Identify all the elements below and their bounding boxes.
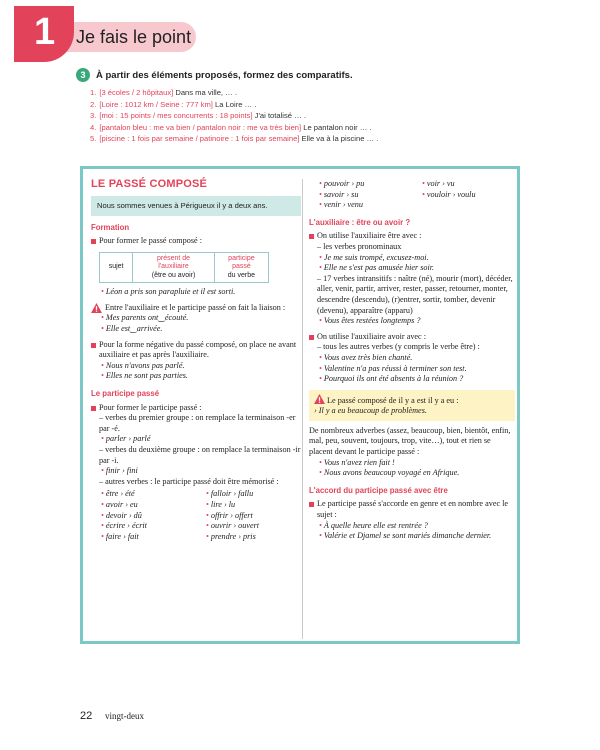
note-example: › Il y a eu beaucoup de problèmes. xyxy=(314,406,427,416)
liaison-rule: Entre l'auxiliaire et le participe passé on fait la liaison : xyxy=(91,303,301,314)
group-2-rule: – verbes du deuxième groupe : on remplace la terminaison -ir par -i. xyxy=(99,445,301,465)
example-line: • Je me suis trompé, excusez-moi. xyxy=(319,252,429,262)
exercise-heading xyxy=(76,68,556,82)
example-line: • Vous avez très bien chanté. xyxy=(319,352,413,362)
irregular-item: • avoir › eu xyxy=(101,499,138,509)
irregular-item: • être › été xyxy=(101,489,135,499)
auxiliaire-heading: L'auxiliaire : être ou avoir ? xyxy=(309,217,411,227)
left-column xyxy=(91,179,301,542)
exercise-item: 4. [pantalon bleu : me va bien / pantalon noir : me va très bien] Le pantalon noir … . xyxy=(90,122,372,132)
irregular-item: • venir › venu xyxy=(319,200,363,210)
formation-intro: Pour former le passé composé : xyxy=(91,236,301,247)
example-line: • Valérie et Djamel se sont mariés dimanche dernier. xyxy=(319,531,492,541)
example-line: • Elle est‿arrivée. xyxy=(101,324,163,334)
exercise-items xyxy=(76,87,556,145)
irregular-list-cont xyxy=(309,179,515,211)
page-footer xyxy=(80,710,144,722)
example-line: • Elles ne sont pas parties. xyxy=(101,371,188,381)
irregular-item: • faire › fait xyxy=(101,531,139,541)
grammar-title: LE PASSÉ COMPOSÉ xyxy=(91,178,208,190)
exercise-instruction: À partir des éléments proposés, formez des comparatifs. xyxy=(96,69,353,81)
irregular-item: • offrir › offert xyxy=(206,510,253,520)
table-cell-sujet: sujet xyxy=(100,252,133,283)
group-3-rule: – autres verbes : le participe passé doit être mémorisé : xyxy=(99,476,279,486)
irregular-item: • ouvrir › ouvert xyxy=(206,521,260,531)
table-cell-participe: participe passé du verbe xyxy=(214,252,268,283)
example-line: • Nous avons beaucoup voyagé en Afrique. xyxy=(319,468,460,478)
irregular-item: • vouloir › voulu xyxy=(422,189,476,199)
etre-rule: On utilise l'auxiliaire être avec : xyxy=(309,231,515,242)
pronominaux-rule: – les verbes pronominaux xyxy=(317,241,402,251)
participe-intro: Pour former le participe passé : xyxy=(91,403,301,414)
irregular-list xyxy=(91,489,301,542)
exercise-number-badge: 3 xyxy=(76,68,90,82)
example-line: • Nous n'avons pas parlé. xyxy=(101,360,185,370)
irregular-item: • pouvoir › pu xyxy=(319,179,365,188)
intransitifs-rule: – 17 verbes intransitifs : naître (né), mourir (mort), décéder, aller, venir, partir, arriver, rester, passer, retourner, monter, descendre (descendu), (r)entrer, sortir, tomber, devenir (devenu), apparaître (apparu) xyxy=(317,273,513,315)
exercise-item: 2. [Loire : 1012 km / Seine : 777 km] La Loire … . xyxy=(90,99,257,109)
chapter-title: Je fais le point xyxy=(76,27,192,47)
accord-heading: L'accord du participe passé avec être xyxy=(309,485,448,495)
exercise-item: 3. [moi : 15 points / mes concurrents : 18 points] J'ai totalisé … . xyxy=(90,111,306,120)
chapter-title-bar xyxy=(60,22,196,52)
example-line: • finir › fini xyxy=(101,466,138,476)
example-line: • Valentine n'a pas réussi à terminer son test. xyxy=(319,363,467,373)
irregular-item: • voir › vu xyxy=(422,179,455,188)
example-line: • Elle ne s'est pas amusée hier soir. xyxy=(319,263,435,273)
table-cell-auxiliaire: présent de l'auxiliaire (être ou avoir) xyxy=(133,252,215,283)
irregular-item: • prendre › pris xyxy=(206,531,256,541)
column-divider xyxy=(302,179,303,639)
page-number-words: vingt-deux xyxy=(105,711,145,721)
autres-rule: – tous les autres verbes (y compris le verbe être) : xyxy=(317,342,480,352)
chapter-number: 1 xyxy=(14,6,74,62)
example-line: • parler › parlé xyxy=(101,434,151,444)
exercise-item: 5. [piscine : 1 fois par semaine / patinoire : 1 fois par semaine] Elle va à la piscine … . xyxy=(90,134,379,143)
accord-rule: Le participe passé s'accorde en genre et en nombre avec le sujet : xyxy=(309,499,515,520)
irregular-item: • devoir › dû xyxy=(101,510,142,520)
note-box xyxy=(309,390,515,421)
formation-table xyxy=(99,252,269,284)
adverbes-rule: De nombreux adverbes (assez, beaucoup, bien, bientôt, enfin, mal, peu, souvent, toujours, trop, vite…), tout et rien se placent devant le participe passé : xyxy=(309,425,511,457)
example-line: • Vous êtes restées longtemps ? xyxy=(319,316,421,326)
warning-icon xyxy=(314,394,325,404)
page-number: 22 xyxy=(80,710,93,722)
right-column xyxy=(309,179,515,542)
example-line: • Pourquoi ils ont été absents à la réunion ? xyxy=(319,374,464,384)
negative-rule: Pour la forme négative du passé composé, on place ne avant auxiliaire et pas après l'auxiliaire. xyxy=(91,340,301,361)
exercise-3 xyxy=(76,68,556,145)
warning-icon xyxy=(91,303,102,313)
irregular-item: • falloir › fallu xyxy=(206,489,254,499)
avoir-rule: On utilise l'auxiliaire avoir avec : xyxy=(309,332,515,343)
grammar-box xyxy=(80,166,520,644)
irregular-item: • écrire › écrit xyxy=(101,521,147,531)
example-line: • À quelle heure elle est rentrée ? xyxy=(319,520,428,530)
example-line: • Léon a pris son parapluie et il est sorti. xyxy=(101,287,236,297)
formation-heading: Formation xyxy=(91,222,130,232)
participe-heading: Le participe passé xyxy=(91,389,160,399)
grammar-example: Nous sommes venues à Périgueux il y a deux ans. xyxy=(91,196,301,216)
example-line: • Vous n'avez rien fait ! xyxy=(319,457,395,467)
irregular-item: • savoir › su xyxy=(319,189,359,199)
exercise-item: 1. [3 écoles / 2 hôpitaux] Dans ma ville, … . xyxy=(90,88,237,97)
irregular-item: • lire › lu xyxy=(206,499,236,509)
note-line: Le passé composé de il y a est il y a eu : xyxy=(314,394,510,407)
example-line: • Mes parents ont‿écouté. xyxy=(101,313,189,323)
group-1-rule: – verbes du premier groupe : on remplace la terminaison -er par -é. xyxy=(99,413,296,433)
